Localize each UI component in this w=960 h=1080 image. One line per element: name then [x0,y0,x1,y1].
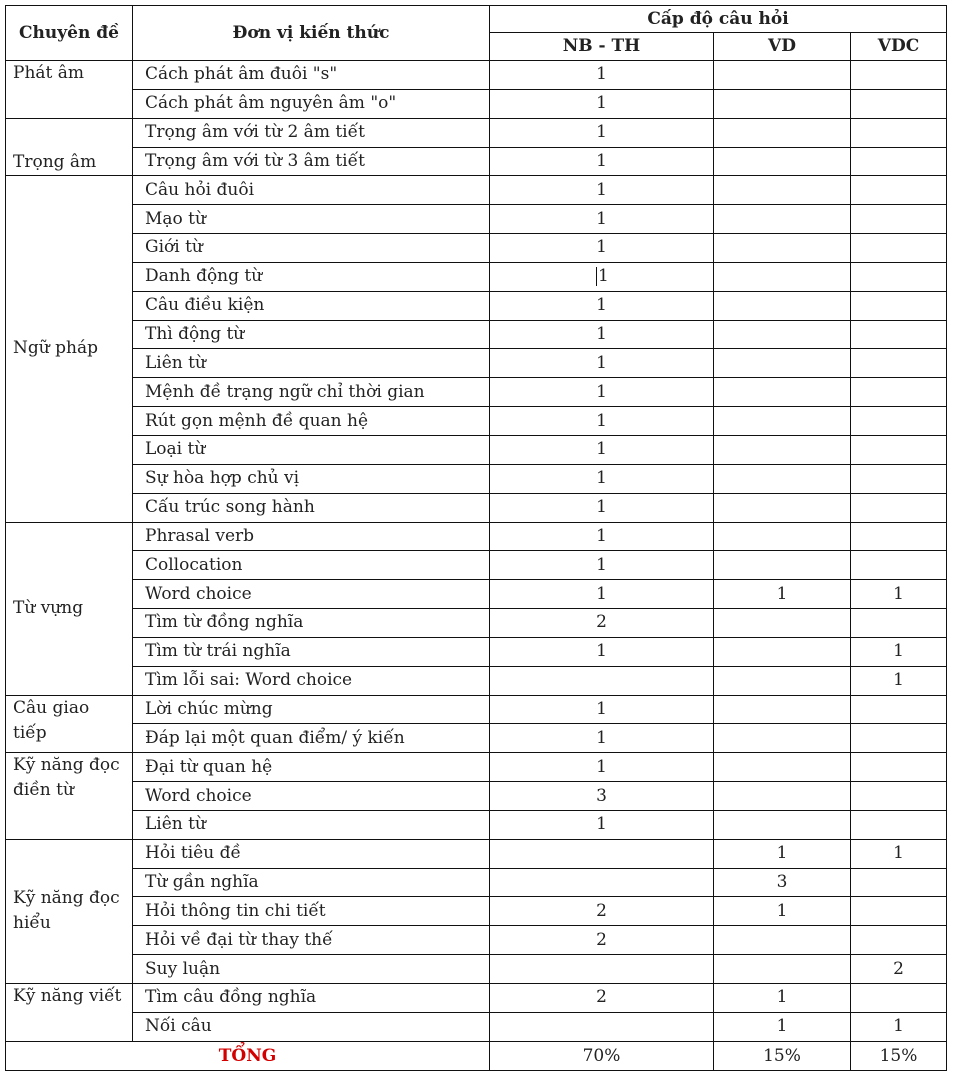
vdc-cell [851,810,947,839]
unit-cell: Phrasal verb [133,522,490,551]
nb-th-cell: 1 [490,378,714,407]
table-row [6,234,947,263]
topic-cell: Kỹ năng đọc điền từ [6,753,133,840]
header-level-nb-th: NB - TH [490,33,714,61]
nb-th-cell [490,955,714,984]
unit-cell: Cấu trúc song hành [133,493,490,522]
vd-cell: 1 [714,580,851,609]
table-row [6,435,947,464]
vd-cell [714,176,851,205]
vd-cell: 1 [714,1012,851,1041]
vdc-cell [851,61,947,90]
vd-cell: 1 [714,897,851,926]
unit-cell: Suy luận [133,955,490,984]
vd-cell [714,782,851,811]
table-row [6,89,947,118]
nb-th-cell [490,868,714,897]
topic-cell: Câu giao tiếp [6,695,133,753]
nb-th-cell: 1 [490,61,714,90]
total-vdc: 15% [851,1042,947,1071]
vd-cell [714,724,851,753]
cell-value: 1 [598,266,609,287]
nb-th-cell: 1 [490,810,714,839]
table-row [6,609,947,638]
unit-cell: Thì động từ [133,320,490,349]
table-row [6,464,947,493]
unit-cell: Hỏi thông tin chi tiết [133,897,490,926]
vdc-cell [851,551,947,580]
unit-cell: Liên từ [133,349,490,378]
table-row [6,666,947,695]
topic-cell: Từ vựng [6,522,133,695]
vdc-cell [851,407,947,436]
table-row [6,810,947,839]
nb-th-cell [490,262,714,291]
nb-th-cell: 1 [490,753,714,782]
topic-cell: Trọng âm [6,118,133,176]
vdc-cell: 2 [851,955,947,984]
vd-cell [714,320,851,349]
vd-cell [714,926,851,955]
vdc-cell [851,320,947,349]
vdc-cell [851,695,947,724]
unit-cell: Tìm từ đồng nghĩa [133,609,490,638]
vd-cell [714,61,851,90]
vdc-cell: 1 [851,637,947,666]
vd-cell [714,205,851,234]
unit-cell: Đáp lại một quan điểm/ ý kiến [133,724,490,753]
vd-cell [714,464,851,493]
total-nb-th: 70% [490,1042,714,1071]
knowledge-matrix-table [5,5,947,1071]
vd-cell [714,810,851,839]
table-row [6,493,947,522]
vd-cell [714,493,851,522]
table-row [6,291,947,320]
table-row [6,637,947,666]
nb-th-cell: 3 [490,782,714,811]
topic-cell: Ngữ pháp [6,176,133,522]
table-row [6,984,947,1013]
table-row [6,147,947,176]
unit-cell: Tìm từ trái nghĩa [133,637,490,666]
vdc-cell: 1 [851,580,947,609]
table-row [6,262,947,291]
vdc-cell [851,291,947,320]
table-row [6,897,947,926]
table-row [6,753,947,782]
vd-cell [714,695,851,724]
nb-th-cell: 1 [490,234,714,263]
vdc-cell [851,435,947,464]
vd-cell [714,234,851,263]
table-body [6,61,947,1042]
topic-cell: Kỹ năng đọc hiểu [6,839,133,983]
unit-cell: Collocation [133,551,490,580]
nb-th-cell: 1 [490,118,714,147]
unit-cell: Word choice [133,580,490,609]
nb-th-cell: 2 [490,984,714,1013]
vd-cell [714,955,851,984]
unit-cell: Danh động từ [133,262,490,291]
nb-th-cell: 1 [490,522,714,551]
unit-cell: Liên từ [133,810,490,839]
vd-cell [714,262,851,291]
vd-cell [714,89,851,118]
vdc-cell: 1 [851,1012,947,1041]
table-row [6,724,947,753]
text-cursor-icon [596,267,597,286]
vdc-cell [851,984,947,1013]
vdc-cell [851,378,947,407]
vd-cell [714,291,851,320]
unit-cell: Mệnh đề trạng ngữ chỉ thời gian [133,378,490,407]
vd-cell [714,407,851,436]
nb-th-cell: 1 [490,407,714,436]
vdc-cell [851,724,947,753]
unit-cell: Rút gọn mệnh đề quan hệ [133,407,490,436]
unit-cell: Trọng âm với từ 2 âm tiết [133,118,490,147]
nb-th-cell: 1 [490,147,714,176]
vdc-cell [851,926,947,955]
total-row [6,1042,947,1071]
vdc-cell [851,493,947,522]
table-row [6,782,947,811]
table-row [6,868,947,897]
nb-th-cell: 1 [490,695,714,724]
total-label: TỔNG [6,1042,490,1071]
nb-th-cell: 1 [490,435,714,464]
nb-th-cell: 1 [490,291,714,320]
vdc-cell [851,753,947,782]
nb-th-cell [490,839,714,868]
vd-cell [714,147,851,176]
table-row [6,926,947,955]
vd-cell: 1 [714,984,851,1013]
vdc-cell [851,522,947,551]
table-row [6,407,947,436]
unit-cell: Câu hỏi đuôi [133,176,490,205]
vdc-cell [851,349,947,378]
table-row [6,176,947,205]
vd-cell [714,666,851,695]
nb-th-cell: 1 [490,349,714,378]
vd-cell [714,435,851,464]
unit-cell: Loại từ [133,435,490,464]
vdc-cell [851,234,947,263]
table-row [6,580,947,609]
vdc-cell [851,609,947,638]
nb-th-cell: 1 [490,320,714,349]
unit-cell: Cách phát âm đuôi "s" [133,61,490,90]
header-level-vd: VD [714,33,851,61]
unit-cell: Cách phát âm nguyên âm "o" [133,89,490,118]
table-row [6,695,947,724]
vdc-cell [851,262,947,291]
vdc-cell [851,89,947,118]
vd-cell [714,349,851,378]
nb-th-cell [490,1012,714,1041]
vdc-cell [851,868,947,897]
nb-th-cell: 1 [490,724,714,753]
table-row [6,205,947,234]
unit-cell: Nối câu [133,1012,490,1041]
table-row [6,118,947,147]
vdc-cell: 1 [851,666,947,695]
vd-cell: 1 [714,839,851,868]
unit-cell: Lời chúc mừng [133,695,490,724]
table-row [6,320,947,349]
nb-th-cell: 1 [490,551,714,580]
header-topic: Chuyên đề [6,6,133,61]
vd-cell [714,753,851,782]
nb-th-cell: 1 [490,205,714,234]
vdc-cell [851,118,947,147]
table-row [6,378,947,407]
unit-cell: Câu điều kiện [133,291,490,320]
unit-cell: Từ gần nghĩa [133,868,490,897]
unit-cell: Trọng âm với từ 3 âm tiết [133,147,490,176]
nb-th-cell [490,666,714,695]
vdc-cell: 1 [851,839,947,868]
unit-cell: Đại từ quan hệ [133,753,490,782]
unit-cell: Hỏi về đại từ thay thế [133,926,490,955]
table-row [6,551,947,580]
total-vd: 15% [714,1042,851,1071]
table-row [6,522,947,551]
topic-cell: Phát âm [6,61,133,119]
unit-cell: Tìm lỗi sai: Word choice [133,666,490,695]
header-level-group: Cấp độ câu hỏi [490,6,947,33]
table-row [6,349,947,378]
vdc-cell [851,205,947,234]
vd-cell [714,378,851,407]
nb-th-cell: 1 [490,176,714,205]
vdc-cell [851,464,947,493]
nb-th-cell: 2 [490,926,714,955]
vdc-cell [851,176,947,205]
vdc-cell [851,147,947,176]
vdc-cell [851,782,947,811]
vd-cell [714,551,851,580]
table-row [6,955,947,984]
unit-cell: Sự hòa hợp chủ vị [133,464,490,493]
nb-th-cell: 2 [490,897,714,926]
vd-cell: 3 [714,868,851,897]
header-level-vdc: VDC [851,33,947,61]
unit-cell: Tìm câu đồng nghĩa [133,984,490,1013]
unit-cell: Word choice [133,782,490,811]
unit-cell: Giới từ [133,234,490,263]
header-unit: Đơn vị kiến thức [133,6,490,61]
unit-cell: Mạo từ [133,205,490,234]
vd-cell [714,118,851,147]
vd-cell [714,609,851,638]
nb-th-cell: 1 [490,464,714,493]
nb-th-cell: 1 [490,89,714,118]
table-row [6,1012,947,1041]
table-row [6,61,947,90]
nb-th-cell: 1 [490,493,714,522]
table-row [6,839,947,868]
vd-cell [714,522,851,551]
unit-cell: Hỏi tiêu đề [133,839,490,868]
nb-th-cell: 1 [490,580,714,609]
nb-th-cell: 2 [490,609,714,638]
nb-th-cell: 1 [490,637,714,666]
header-row-top [6,6,947,33]
vdc-cell [851,897,947,926]
vd-cell [714,637,851,666]
topic-cell: Kỹ năng viết [6,984,133,1042]
